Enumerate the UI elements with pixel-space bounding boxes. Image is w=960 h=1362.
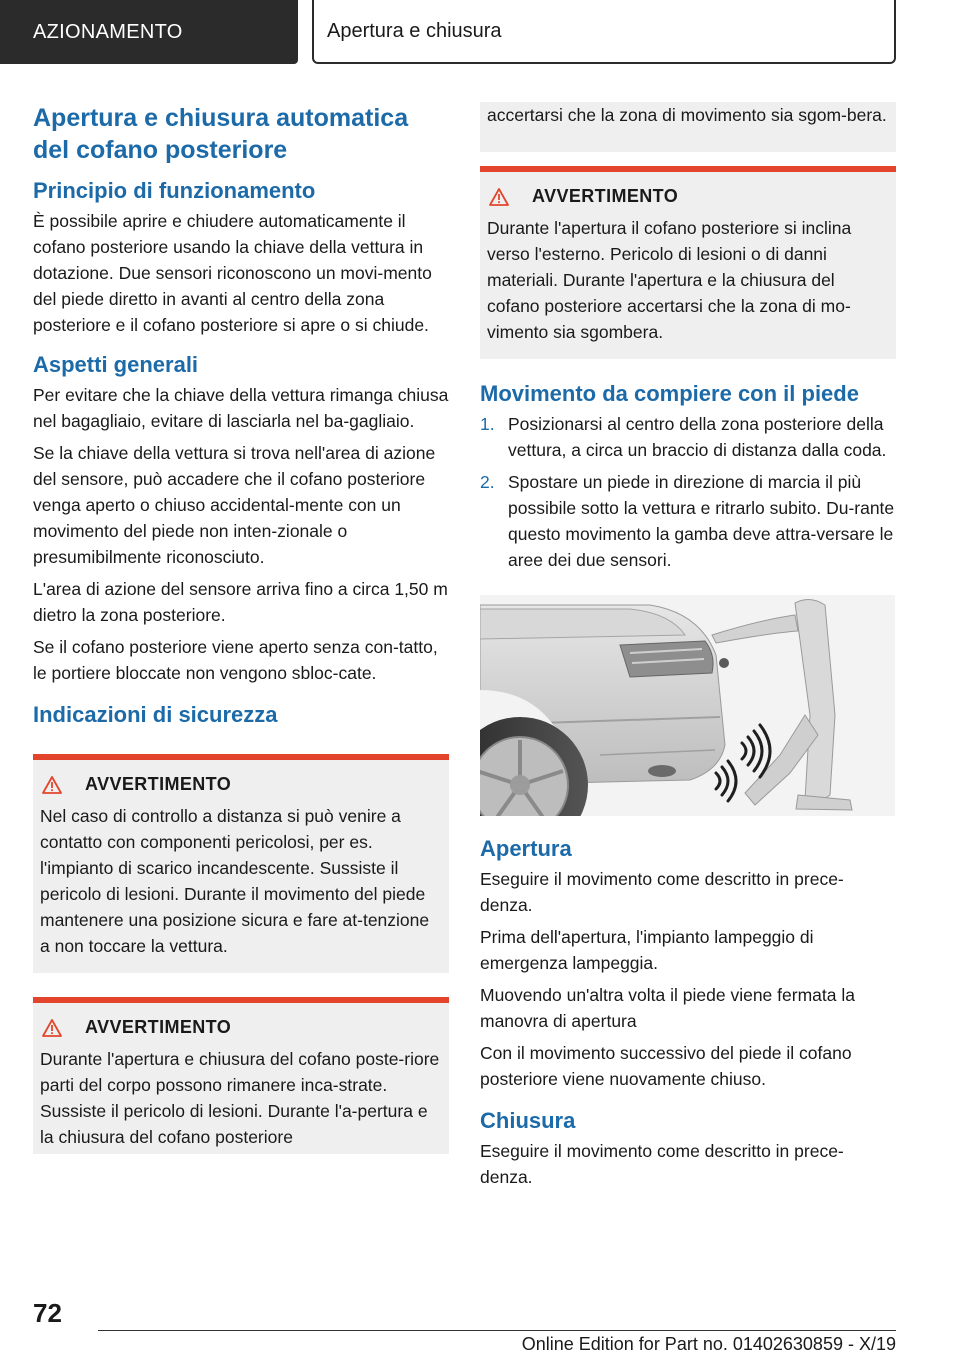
heading-chiusura: Chiusura: [480, 1108, 576, 1133]
warning-text: Durante l'apertura e chiusura del cofano poste-riore parti del corpo possono rimanere inca-strate. Sussiste il pericolo di lesioni. Durante l'a-pertura e la chiusura del cofano posteriore: [40, 1049, 440, 1147]
car-rear-foot-sensor-image: [480, 595, 895, 816]
warning-triangle-icon: [42, 776, 62, 794]
paragraph-chiusura-1: Eseguire il movimento come descritto in prece-denza.: [480, 1141, 844, 1187]
warning-text: Nel caso di controllo a distanza si può venire a contatto con componenti pericolosi, per es. l'impianto di scarico incandescente. Sussiste il pericolo di lesioni. Durante il movimento del piede mantenere una posizione sicura e fare at-tenzione a non toccare la vettura.: [40, 806, 430, 956]
footer-edition: Online Edition for Part no. 01402630859 - X/19: [521, 1334, 896, 1354]
step-text: Spostare un piede in direzione di marcia il più possibile sotto la vettura e ritrarlo subito. Du-rante questo movimento la gamba deve attra-versare le aree dei due sensori.: [508, 472, 895, 570]
heading-sicurezza: Indicazioni di sicurezza: [33, 702, 278, 727]
paragraph-aspetti-1: Per evitare che la chiave della vettura rimanga chiusa nel bagagliaio, evitare di lasciarla nel ba-gagliaio.: [33, 385, 449, 431]
right-column: [480, 102, 896, 1196]
paragraph-principio: È possibile aprire e chiudere automaticamente il cofano posteriore usando la chiave della vettura in dotazione. Due sensori riconoscono un movi-mento del piede diretto in avanti al centro della zona posteriore e il cofano posteriore si apre o si chiude.: [33, 211, 432, 335]
warning-box-1: [33, 754, 449, 973]
step-item: [480, 411, 896, 463]
heading-aspetti: Aspetti generali: [33, 352, 199, 377]
step-number: 2.: [480, 472, 495, 492]
warning-title: AVVERTIMENTO: [85, 774, 232, 794]
foot-gesture-illustration: [480, 595, 895, 816]
step-item: [480, 469, 896, 573]
footer-divider: [98, 1330, 896, 1331]
steps-list: [480, 411, 896, 573]
warning-box-3: [480, 166, 896, 359]
chapter-tab: [312, 0, 896, 64]
warning-triangle-icon: [489, 188, 509, 206]
paragraph-aspetti-4: Se il cofano posteriore viene aperto senza con-tatto, le portiere bloccate non vengono sbloc-cate.: [33, 637, 438, 683]
warning-box-2: [33, 997, 449, 1154]
page-title: Apertura e chiusura automatica del cofano posteriore: [33, 104, 409, 164]
paragraph-aspetti-2: Se la chiave della vettura si trova nell'area di azione del sensore, può accadere che il cofano posteriore venga aperto o chiuso accidental-mente con un movimento del piede non inten-zionale o presumibilmente riconosciuto.: [33, 443, 436, 567]
step-text: Posizionarsi al centro della zona posteriore della vettura, a circa un braccio di distanza dalla coda.: [508, 414, 887, 460]
chapter-title: Apertura e chiusura: [327, 19, 502, 42]
section-tab: [0, 0, 298, 64]
page-number: 72: [33, 1298, 62, 1328]
paragraph-apertura-1: Eseguire il movimento come descritto in prece-denza.: [480, 869, 844, 915]
heading-movimento: Movimento da compiere con il piede: [480, 381, 859, 406]
warning-title: AVVERTIMENTO: [532, 186, 679, 206]
paragraph-aspetti-3: L'area di azione del sensore arriva fino a circa 1,50 m dietro la zona posteriore.: [33, 579, 448, 625]
paragraph-apertura-2: Prima dell'apertura, l'impianto lampeggio di emergenza lampeggia.: [480, 927, 814, 973]
paragraph-apertura-3: Muovendo un'altra volta il piede viene fermata la manovra di apertura: [480, 985, 855, 1031]
step-number: 1.: [480, 414, 495, 434]
warning-triangle-icon: [42, 1019, 62, 1037]
left-column: [33, 102, 449, 1154]
heading-apertura: Apertura: [480, 836, 572, 861]
paragraph-apertura-4: Con il movimento successivo del piede il cofano posteriore viene nuovamente chiuso.: [480, 1043, 852, 1089]
warning-text: Durante l'apertura il cofano posteriore si inclina verso l'esterno. Pericolo di lesioni o di danni materiali. Durante l'apertura e la chiusura del cofano posteriore accertarsi che la zona di mo-vimento sia sgombera.: [487, 218, 852, 342]
section-title: AZIONAMENTO: [33, 20, 183, 43]
heading-principio: Principio di funzionamento: [33, 178, 316, 203]
warning-text-continued: accertarsi che la zona di movimento sia sgom-bera.: [487, 105, 887, 125]
warning-box-2-continued: [480, 102, 896, 152]
warning-title: AVVERTIMENTO: [85, 1017, 232, 1037]
